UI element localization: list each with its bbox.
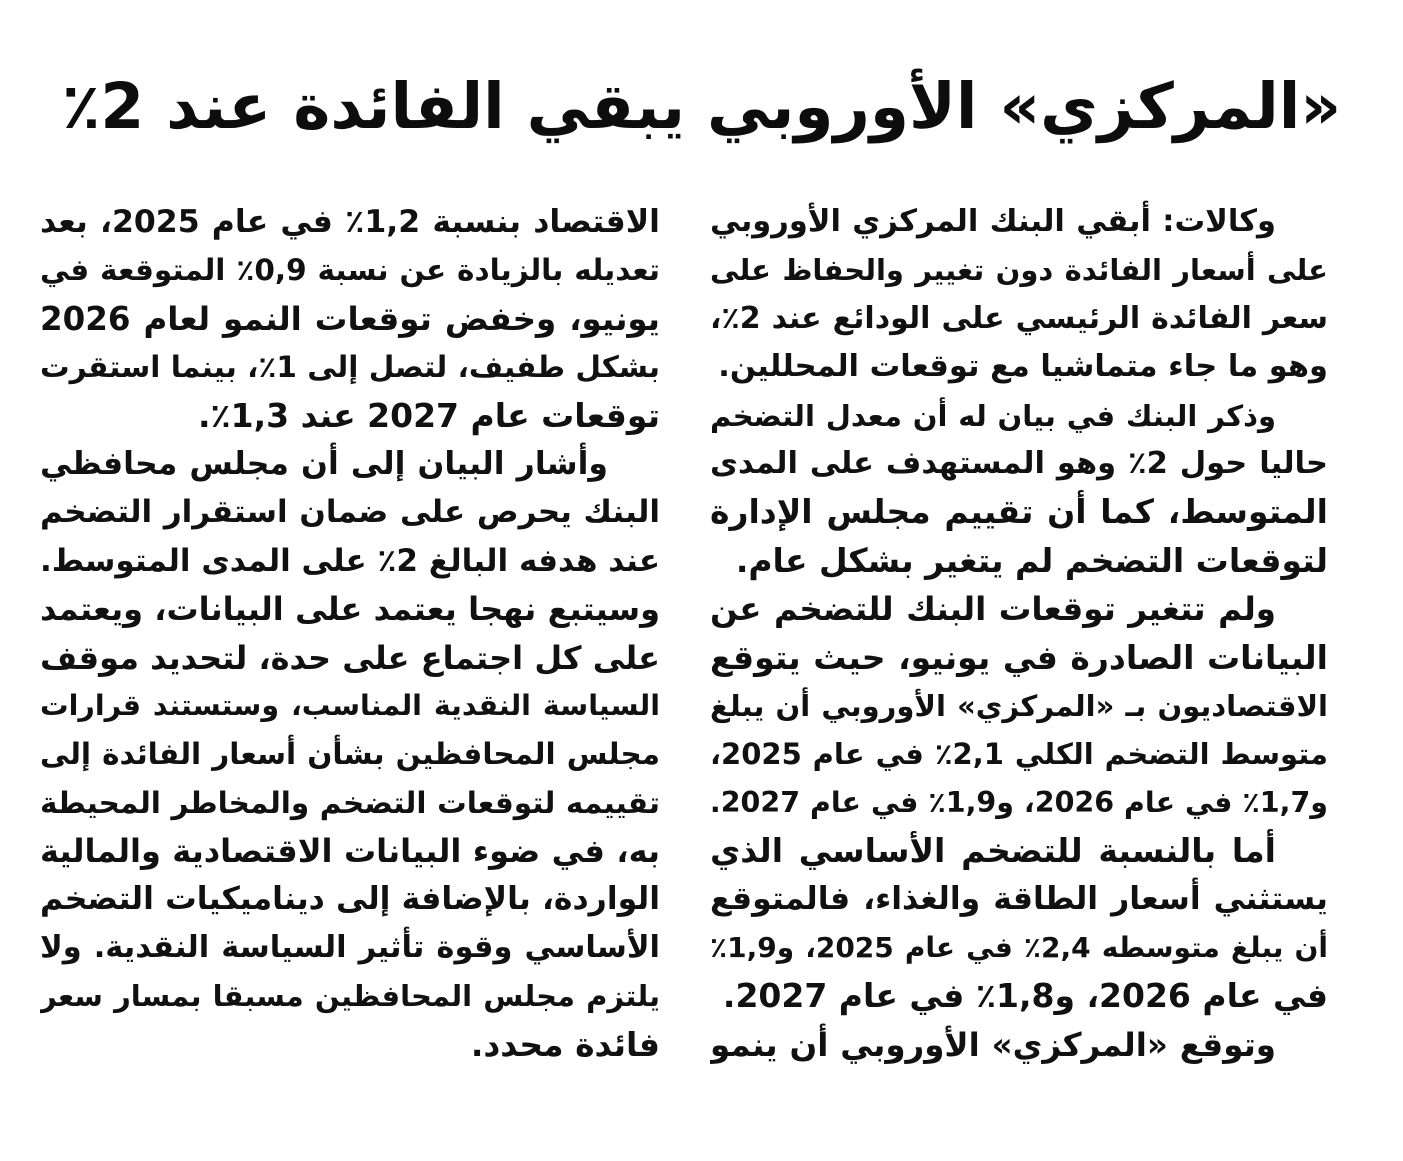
body-text-line: يلتزم مجلس المحافظين مسبقا بمسار سعر (40, 979, 660, 1014)
body-text-line: متوسط التضخم الكلي 2,1٪ في عام 2025، (710, 737, 1328, 772)
body-text-line: البنك يحرص على ضمان استقرار التضخم (40, 494, 660, 531)
body-text-line: الاقتصاد بنسبة 1,2٪ في عام 2025، بعد (40, 204, 660, 240)
body-text-line: البيانات الصادرة في يونيو، حيث يتوقع (710, 637, 1328, 677)
body-text-line: الواردة، بالإضافة إلى ديناميكيات التضخم (40, 881, 660, 918)
article-column-right (710, 198, 1328, 1069)
body-text-line: في عام 2026، و1,8٪ في عام 2027. (722, 976, 1328, 1016)
body-text-line: حاليا حول 2٪ وهو المستهدف على المدى (710, 445, 1328, 481)
body-text-line: ولم تتغير توقعات البنك للتضخم عن (710, 590, 1276, 629)
body-text-line: أما بالنسبة للتضخم الأساسي الذي (710, 831, 1276, 871)
body-text-line: سعر الفائدة الرئيسي على الودائع عند 2٪، (710, 300, 1328, 336)
body-text-line: وهو ما جاء متماشيا مع توقعات المحللين. (718, 349, 1328, 385)
body-text-line: توقعات عام 2027 عند 1,3٪. (197, 395, 660, 435)
body-text-line: وأشار البيان إلى أن مجلس محافظي (40, 445, 608, 482)
body-text-line: مجلس المحافظين بشأن أسعار الفائدة إلى (40, 737, 660, 772)
body-text-line: تعديله بالزيادة عن نسبة 0,9٪ المتوقعة في (40, 253, 660, 288)
body-text-line: به، في ضوء البيانات الاقتصادية والمالية (40, 832, 660, 871)
body-text-line: وذكر البنك في بيان له أن معدل التضخم (710, 398, 1276, 433)
body-text-line: الأساسي وقوة تأثير السياسة النقدية. ولا (40, 929, 660, 965)
body-text-line: و1,7٪ في عام 2026، و1,9٪ في عام 2027. (710, 785, 1328, 819)
body-text-line: وسيتبع نهجا يعتمد على البيانات، ويعتمد (40, 590, 660, 629)
body-text-line: المتوسط، كما أن تقييم مجلس الإدارة (710, 492, 1328, 532)
body-text-line: فائدة محدد. (470, 1024, 660, 1064)
body-text-line: الاقتصاديون بـ «المركزي» الأوروبي أن يبلغ (710, 688, 1328, 723)
article-column-left (40, 198, 660, 1069)
body-text-line: السياسة النقدية المناسب، وستستند قرارات (40, 688, 660, 722)
body-text-line: على كل اجتماع على حدة، لتحديد موقف (40, 638, 660, 677)
body-text-line: يستثني أسعار الطاقة والغذاء، فالمتوقع (710, 881, 1328, 918)
body-text-line: تقييمه لتوقعات التضخم والمخاطر المحيطة (40, 785, 660, 820)
body-text-line: عند هدفه البالغ 2٪ على المدى المتوسط. (40, 542, 660, 579)
body-text-line: بشكل طفيف، لتصل إلى 1٪، بينما استقرت (40, 350, 660, 385)
body-text-line: وكالات: أبقي البنك المركزي الأوروبي (710, 204, 1276, 239)
body-text-line: يونيو، وخفض توقعات النمو لعام 2026 (40, 299, 660, 338)
body-text-line: على أسعار الفائدة دون تغيير والحفاظ على (710, 253, 1328, 288)
body-text-line: وتوقع «المركزي» الأوروبي أن ينمو (710, 1025, 1276, 1064)
body-text-line: أن يبلغ متوسطه 2,4٪ في عام 2025، و1,9٪ (710, 930, 1328, 964)
article-headline: «المركزي» الأوروبي يبقي الفائدة عند 2٪ (61, 70, 1342, 143)
body-text-line: لتوقعات التضخم لم يتغير بشكل عام. (735, 540, 1328, 580)
